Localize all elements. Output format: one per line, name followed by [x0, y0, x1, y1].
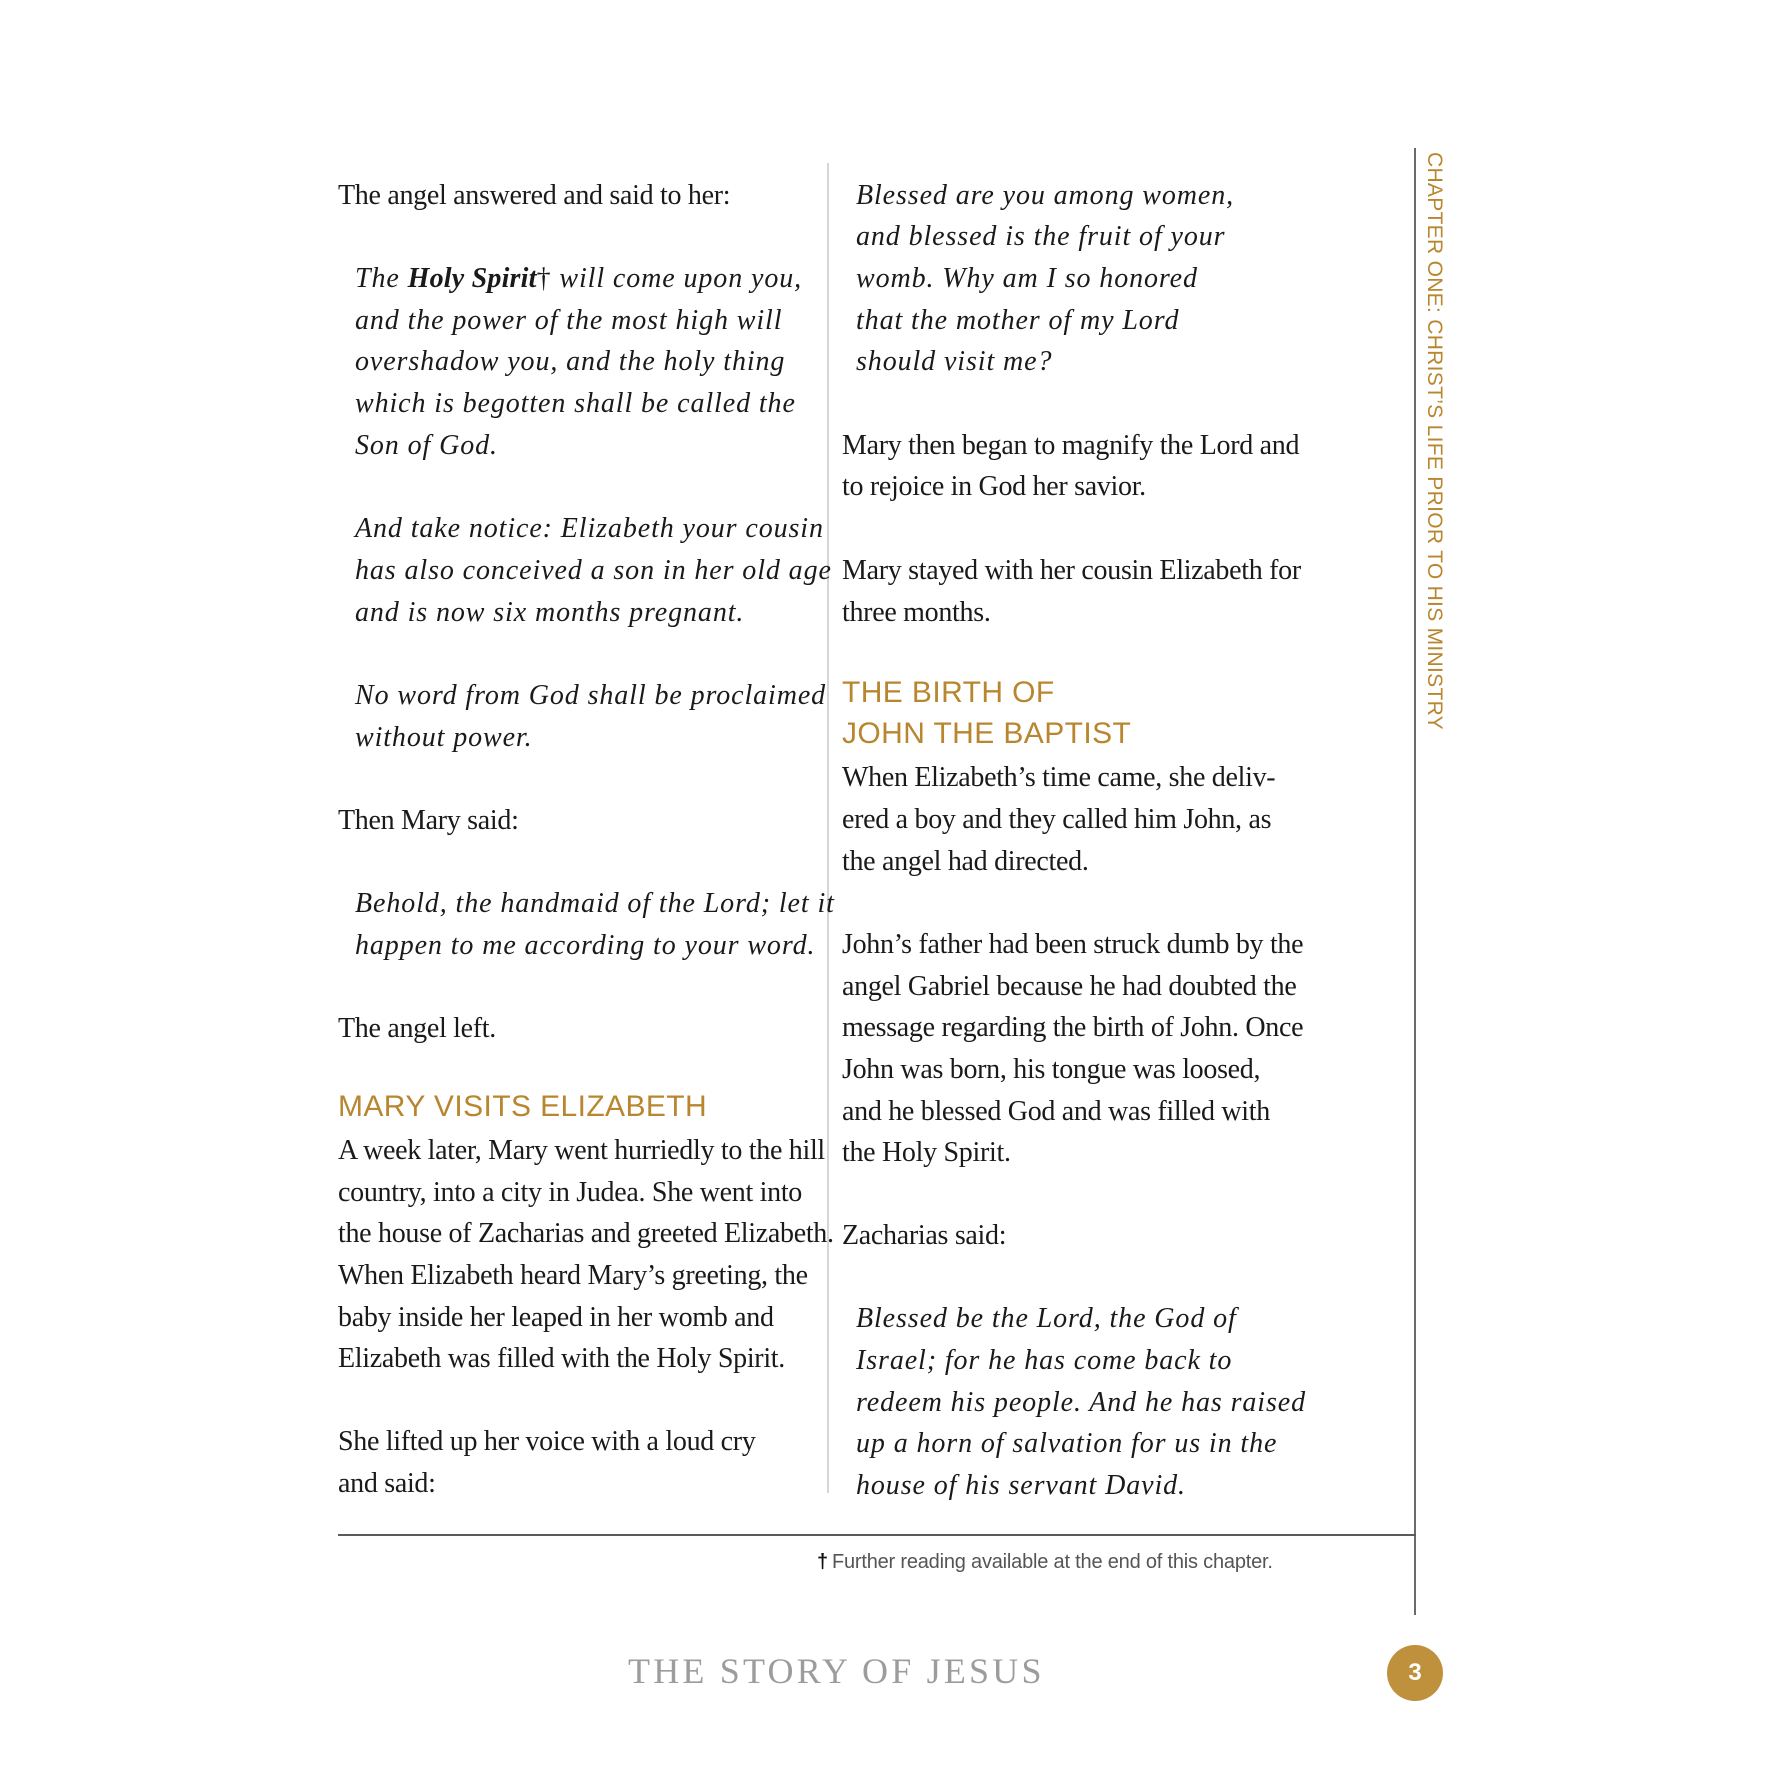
quote-line: womb. Why am I so honored	[856, 263, 1198, 294]
section-heading-birth-of-john-line2: JOHN THE BAPTIST	[842, 717, 1132, 750]
paragraph-line: the house of Zacharias and greeted Elizabeth.	[338, 1218, 834, 1249]
paragraph-line: to rejoice in God her savior.	[842, 471, 1146, 502]
sidebar-vertical-rule	[1414, 148, 1416, 1615]
quote-line: redeem his people. And he has raised	[856, 1387, 1306, 1418]
dagger-icon: †	[817, 1551, 828, 1573]
quote-line: should visit me?	[856, 346, 1053, 377]
paragraph-line: She lifted up her voice with a loud cry	[338, 1426, 756, 1457]
quote-lead: The	[355, 263, 400, 294]
paragraph-line: Elizabeth was filled with the Holy Spirit.	[338, 1343, 785, 1374]
quote-line: house of his servant David.	[856, 1470, 1186, 1501]
paragraph-line: and said:	[338, 1468, 436, 1499]
paragraph-line: the Holy Spirit.	[842, 1137, 1011, 1168]
holy-spirit-term[interactable]: Holy Spirit	[407, 263, 537, 294]
quote-line: happen to me according to your word.	[355, 930, 816, 961]
paragraph-line: baby inside her leaped in her womb and	[338, 1302, 774, 1333]
paragraph-line: When Elizabeth’s time came, she deliv-	[842, 762, 1276, 793]
paragraph-line: Then Mary said:	[338, 805, 519, 836]
paragraph-line: Mary stayed with her cousin Elizabeth for	[842, 555, 1301, 586]
footnote-rule	[338, 1534, 1416, 1536]
section-heading-mary-visits-elizabeth: MARY VISITS ELIZABETH	[338, 1090, 708, 1123]
paragraph-line: ered a boy and they called him John, as	[842, 804, 1272, 835]
paragraph-line: John was born, his tongue was loosed,	[842, 1054, 1261, 1085]
paragraph-line: Zacharias said:	[842, 1220, 1007, 1251]
footnote	[817, 1551, 1273, 1573]
quote-line: up a horn of salvation for us in the	[856, 1428, 1278, 1459]
quote-line: And take notice: Elizabeth your cousin	[355, 513, 824, 544]
quote-line: that the mother of my Lord	[856, 305, 1180, 336]
chapter-running-head: CHAPTER ONE: CHRIST’S LIFE PRIOR TO HIS MINISTRY	[1423, 152, 1446, 730]
quote-rest: will come upon you,	[559, 263, 803, 294]
quote-line: No word from God shall be proclaimed	[355, 680, 827, 711]
paragraph-line: When Elizabeth heard Mary’s greeting, the	[338, 1260, 808, 1291]
paragraph-line: The angel left.	[338, 1013, 496, 1044]
paragraph-line: A week later, Mary went hurriedly to the hill	[338, 1135, 825, 1166]
section-heading-birth-of-john-line1: THE BIRTH OF	[842, 676, 1055, 709]
quote-line: overshadow you, and the holy thing	[355, 346, 786, 377]
quote-line: Israel; for he has come back to	[856, 1345, 1233, 1376]
quote-line: and is now six months pregnant.	[355, 597, 745, 628]
quote-line: has also conceived a son in her old age	[355, 555, 832, 586]
quote-line: and the power of the most high will	[355, 305, 783, 336]
paragraph-line: the angel had directed.	[842, 846, 1089, 877]
quote-line: Blessed be the Lord, the God of	[856, 1303, 1237, 1334]
paragraph-line: country, into a city in Judea. She went into	[338, 1177, 803, 1208]
quote-line	[355, 265, 802, 293]
paragraph-line: angel Gabriel because he had doubted the	[842, 971, 1297, 1002]
quote-line: Blessed are you among women,	[856, 180, 1234, 211]
dagger-footnote-marker[interactable]: †	[536, 263, 552, 294]
quote-line: Behold, the handmaid of the Lord; let it	[355, 888, 835, 919]
footnote-text: Further reading available at the end of this chapter.	[831, 1551, 1273, 1573]
quote-line: and blessed is the fruit of your	[856, 221, 1226, 252]
book-title-footer: THE STORY OF JESUS	[628, 1651, 1045, 1691]
page-number-badge: 3	[1387, 1645, 1443, 1701]
quote-line: without power.	[355, 722, 533, 753]
paragraph-line: and he blessed God and was filled with	[842, 1096, 1270, 1127]
paragraph-line: message regarding the birth of John. Once	[842, 1012, 1304, 1043]
quote-line: which is begotten shall be called the	[355, 388, 796, 419]
column-divider	[827, 163, 829, 1493]
paragraph-line: three months.	[842, 597, 991, 628]
paragraph-line: Mary then began to magnify the Lord and	[842, 430, 1300, 461]
quote-line: Son of God.	[355, 430, 498, 461]
paragraph-line: John’s father had been struck dumb by the	[842, 929, 1304, 960]
paragraph-line: The angel answered and said to her:	[338, 180, 731, 211]
